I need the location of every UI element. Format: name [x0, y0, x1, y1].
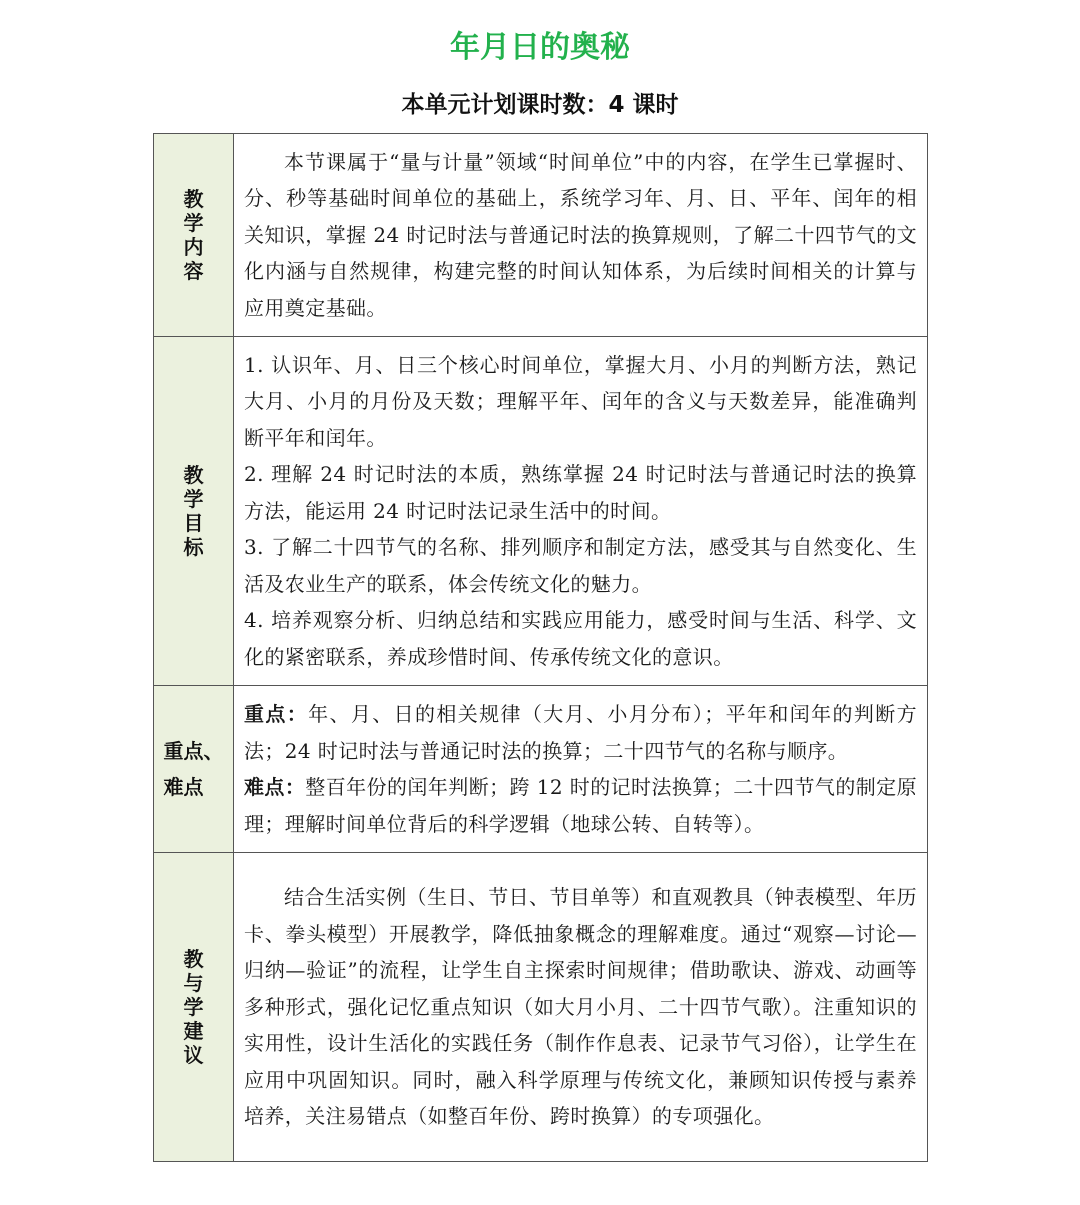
row-label-suggestions	[154, 853, 234, 1162]
suggestions-cell	[234, 853, 928, 1162]
table-row-content	[154, 134, 928, 337]
row-label-text: 教与学建议	[183, 947, 204, 1067]
label-line-key: 重点、	[163, 739, 224, 763]
teaching-goals-cell	[234, 337, 928, 686]
row-label-text: 教学内容	[183, 187, 204, 283]
row-label-text	[164, 733, 224, 805]
row-label-teaching-goals	[154, 337, 234, 686]
page-title: 年月日的奥秘	[450, 30, 630, 65]
key-point-text	[244, 696, 917, 769]
row-label-key-difficult	[154, 686, 234, 853]
difficult-point-label: 难点：	[244, 775, 306, 799]
row-label-text: 教学目标	[183, 463, 204, 559]
table-row-goals	[154, 337, 928, 686]
lesson-plan-table	[153, 133, 928, 1162]
key-point-body: 年、月、日的相关规律（大月、小月分布）；平年和闰年的判断方法；24 时记时法与普通记时法的换算；二十四节气的名称与顺序。	[244, 702, 917, 763]
difficult-point-body: 整百年份的闰年判断；跨 12 时的记时法换算；二十四节气的制定原理；理解时间单位背后的科学逻辑（地球公转、自转等）。	[244, 775, 917, 836]
teaching-content-cell	[234, 134, 928, 337]
teaching-content-text: 本节课属于“量与计量”领域“时间单位”中的内容，在学生已掌握时、分、秒等基础时间单位的基础上，系统学习年、月、日、平年、闰年的相关知识，掌握 24 时记时法与普通记时法的换算规则，了解二十四节气的文化内涵与自然规律，构建完整的时间认知体系，为后续时间相关的计算与应用奠定基础。	[244, 149, 917, 320]
goal-item: 3. 了解二十四节气的名称、排列顺序和制定方法，感受其与自然变化、生活及农业生产的联系，体会传统文化的魅力。	[244, 535, 917, 596]
goal-item: 4. 培养观察分析、归纳总结和实践应用能力，感受时间与生活、科学、文化的紧密联系，养成珍惜时间、传承传统文化的意识。	[244, 608, 917, 669]
difficult-point-text	[244, 769, 917, 842]
label-line-difficult: 难点	[163, 775, 204, 799]
suggestions-text: 结合生活实例（生日、节日、节目单等）和直观教具（钟表模型、年历卡、拳头模型）开展教学，降低抽象概念的理解难度。通过“观察—讨论—归纳—验证”的流程，让学生自主探索时间规律；借助歌诀、游戏、动画等多种形式，强化记忆重点知识（如大月小月、二十四节气歌）。注重知识的实用性，设计生活化的实践任务（制作作息表、记录节气习俗），让学生在应用中巩固知识。同时，融入科学原理与传统文化，兼顾知识传授与素养培养，关注易错点（如整百年份、跨时换算）的专项强化。	[244, 885, 917, 1129]
table-row-key-difficult	[154, 686, 928, 853]
row-label-teaching-content	[154, 134, 234, 337]
key-difficult-cell	[234, 686, 928, 853]
goal-item: 1. 认识年、月、日三个核心时间单位，掌握大月、小月的判断方法，熟记大月、小月的月份及天数；理解平年、闰年的含义与天数差异，能准确判断平年和闰年。	[244, 352, 917, 450]
table-row-suggestions	[154, 853, 928, 1162]
key-point-label: 重点：	[244, 702, 309, 726]
goal-item: 2. 理解 24 时记时法的本质，熟练掌握 24 时记时法与普通记时法的换算方法，能运用 24 时记时法记录生活中的时间。	[244, 462, 917, 523]
unit-hours-subtitle: 本单元计划课时数：4 课时	[401, 92, 679, 118]
